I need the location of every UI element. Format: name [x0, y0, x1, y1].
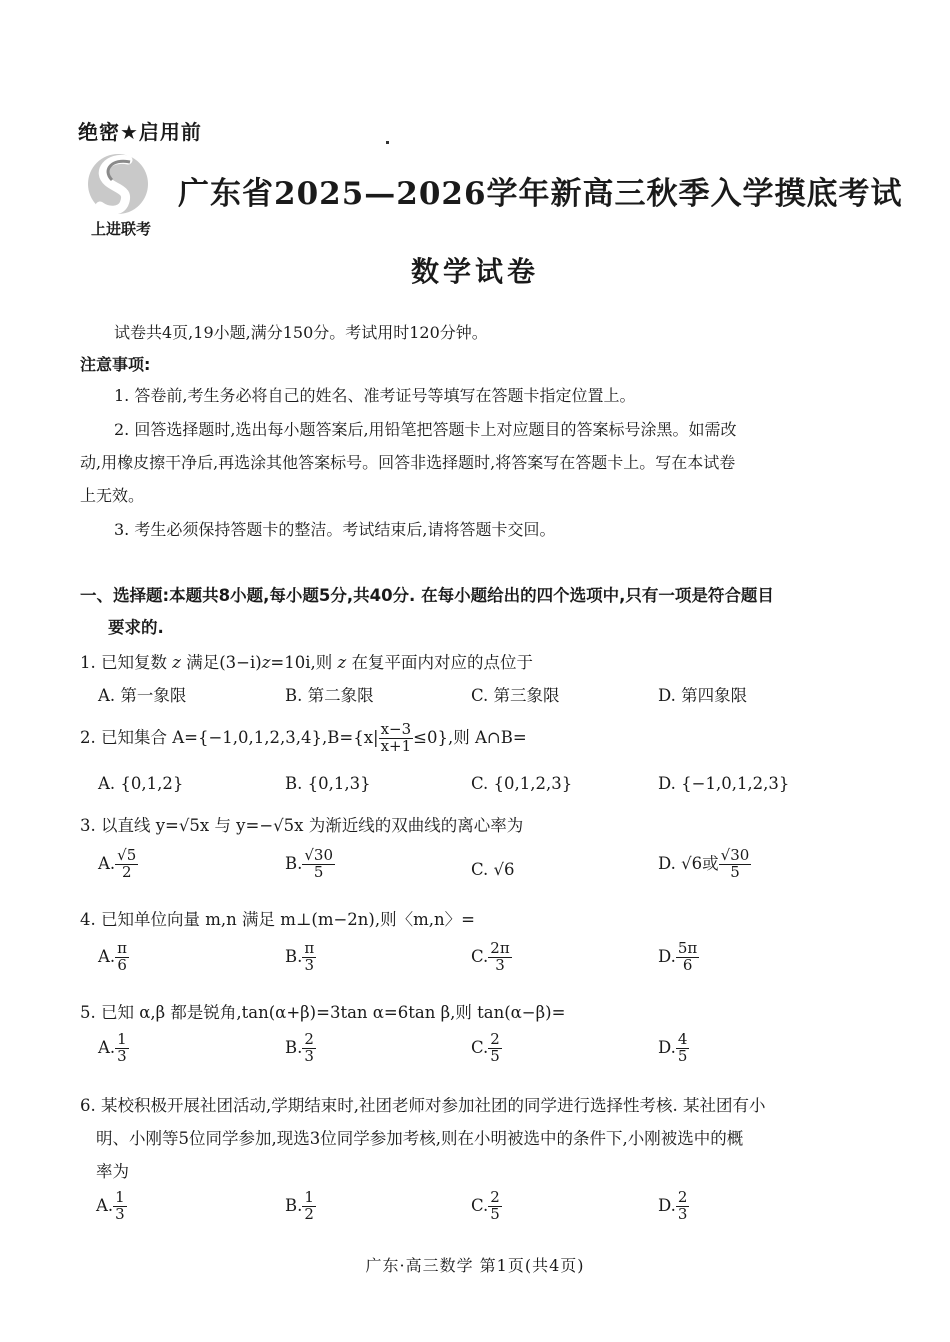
option-a: A. $\frac{\pi}{6}$: [98, 939, 128, 974]
option-c: C. {0,1,2,3}: [471, 774, 573, 793]
logo-text: 上进联考: [90, 220, 151, 238]
section-heading-cont: 要求的.: [108, 618, 164, 637]
option-d: D. $\frac{2}{3}$: [658, 1188, 688, 1223]
option-a: A. $\frac{1}{3}$: [98, 1030, 127, 1065]
exam-subtitle: 数学试卷: [410, 255, 539, 288]
exam-title: 广东省2025—2026学年新高三秋季入学摸底考试: [178, 176, 903, 212]
notice-item: 2. 回答选择题时,选出每小题答案后,用铅笔把答题卡上对应题目的答案标号涂黑。如需改: [114, 420, 737, 439]
question-6-cont: 率为: [96, 1162, 129, 1181]
question-5: 5. 已知 α,β 都是锐角,tan(α+β)=3tan α=6tan β,则 tan(α−β)=: [80, 1003, 566, 1022]
option-d: D. 第四象限: [658, 686, 748, 705]
option-b: B. $\frac{2}{3}$: [285, 1030, 314, 1065]
question-3: 3. 以直线 y=√5x 与 y=−√5x 为渐近线的双曲线的离心率为: [80, 816, 524, 835]
notice-item: 1. 答卷前,考生务必将自己的姓名、准考证号等填写在答题卡指定位置上。: [114, 386, 636, 405]
option-d: D. $\frac{5\pi}{6}$: [658, 939, 698, 974]
option-b: B. $\frac{1}{2}$: [285, 1188, 314, 1223]
option-b: B. 第二象限: [285, 686, 374, 705]
confidential-label: 绝密★启用前: [78, 120, 202, 144]
option-a: A. {0,1,2}: [98, 774, 184, 793]
option-a: A. $\frac{√5}{2}$: [98, 846, 137, 881]
notice-item: 上无效。: [80, 486, 145, 505]
notice-item: 动,用橡皮擦干净后,再选涂其他答案标号。回答非选择题时,将答案写在答题卡上。写在本试卷: [80, 453, 736, 472]
section-heading: 一、选择题:本题共8小题,每小题5分,共40分. 在每小题给出的四个选项中,只有一项是符合题目: [80, 586, 774, 605]
option-c: C. √6: [471, 860, 515, 879]
option-c: C. $\frac{2}{5}$: [471, 1188, 500, 1223]
option-c: C. 第三象限: [471, 686, 560, 705]
question-6: 6. 某校积极开展社团活动,学期结束时,社团老师对参加社团的同学进行选择性考核. 某社团有小: [80, 1096, 766, 1115]
option-b: B. $\frac{√30}{5}$: [285, 846, 334, 881]
option-a: A. 第一象限: [98, 686, 187, 705]
option-a: A. $\frac{1}{3}$: [96, 1188, 125, 1223]
question-2: 2. 已知集合 A={−1,0,1,2,3,4},B={x| $\frac{x-3}{x+1}$ ≤0},则 A∩B=: [80, 720, 527, 755]
question-6-cont: 明、小刚等5位同学参加,现选3位同学参加考核,则在小明被选中的条件下,小刚被选中的概: [96, 1129, 744, 1148]
question-1: 1. 已知复数 z 满足(3−i)z=10i,则 z 在复平面内对应的点位于: [80, 653, 533, 672]
page-footer: 广东·高三数学 第1页(共4页): [365, 1256, 585, 1275]
notice-heading: 注意事项:: [80, 355, 151, 374]
option-d: D. {−1,0,1,2,3}: [658, 774, 790, 793]
option-d: D. $\frac{4}{5}$: [658, 1030, 688, 1065]
exam-intro: 试卷共4页,19小题,满分150分。考试用时120分钟。: [114, 323, 488, 342]
notice-item: 3. 考生必须保持答题卡的整洁。考试结束后,请将答题卡交回。: [114, 520, 556, 539]
option-c: C. $\frac{2\pi}{3}$: [471, 939, 510, 974]
fraction: $\frac{x-3}{x+1}$: [380, 720, 412, 755]
option-c: C. $\frac{2}{5}$: [471, 1030, 500, 1065]
scan-speck: [386, 141, 389, 144]
question-4: 4. 已知单位向量 m,n 满足 m⊥(m−2n),则〈m,n〉=: [80, 910, 475, 929]
option-b: B. $\frac{\pi}{3}$: [285, 939, 315, 974]
option-d: D. √6或 $\frac{√30}{5}$: [658, 846, 750, 881]
option-b: B. {0,1,3}: [285, 774, 371, 793]
